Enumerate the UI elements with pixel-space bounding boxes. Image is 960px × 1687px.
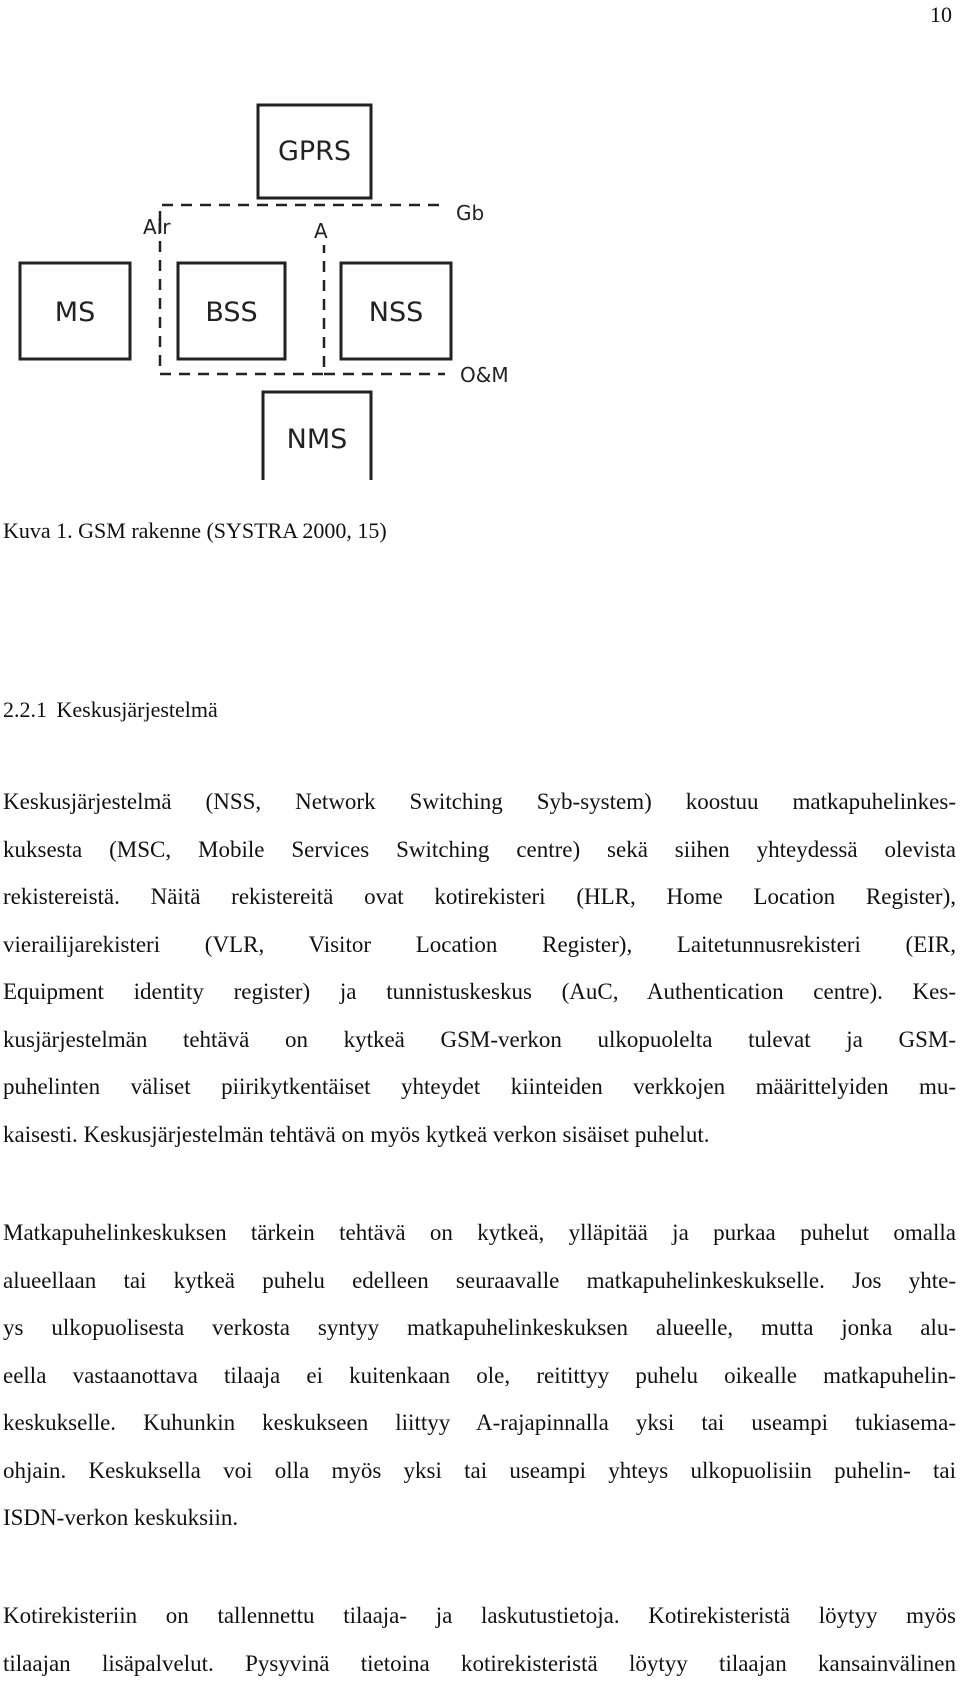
nss-node (341, 263, 451, 359)
gb-interface-line (160, 205, 445, 222)
section-heading: 2.2.1 Keskusjärjestelmä (3, 697, 218, 723)
ms-node (20, 263, 130, 359)
text-line: Matkapuhelinkeskuksen tärkein tehtävä on kytkeä, ylläpitää ja purkaa puhelut omalla (3, 1209, 956, 1257)
text-line: ISDN-verkon keskuksiin. (3, 1494, 956, 1542)
text-line: puhelinten väliset piirikytkentäiset yhteydet kiinteiden verkkojen määrittelyiden mu- (3, 1063, 956, 1111)
paragraph-1 (3, 778, 956, 1158)
om-interface-label: O&M (460, 363, 509, 387)
text-line: eella vastaanottava tilaaja ei kuitenkaan ole, reitittyy puhelu oikealle matkapuhelin- (3, 1352, 956, 1400)
text-line: kaisesti. Keskusjärjestelmän tehtävä on myös kytkeä verkon sisäiset puhelut. (3, 1111, 956, 1159)
text-line: Kotirekisteriin on tallennettu tilaaja- ja laskutustietoja. Kotirekisteristä löytyy myös (3, 1592, 956, 1640)
page-number: 10 (930, 2, 952, 28)
gprs-node (258, 105, 371, 198)
text-line: kuksesta (MSC, Mobile Services Switching centre) sekä siihen yhteydessä olevista (3, 826, 956, 874)
text-line: Equipment identity register) ja tunnistuskeskus (AuC, Authentication centre). Kes- (3, 968, 956, 1016)
bss-node (178, 263, 285, 359)
text-line: ohjain. Keskuksella voi olla myös yksi tai useampi yhteys ulkopuolisiin puhelin- tai (3, 1447, 956, 1495)
nms-node (263, 392, 371, 480)
text-line: Keskusjärjestelmä (NSS, Network Switching Syb-system) koostuu matkapuhelinkes- (3, 778, 956, 826)
gprs-label: GPRS (278, 136, 351, 167)
text-line: rekistereistä. Näitä rekistereitä ovat kotirekisteri (HLR, Home Location Register), (3, 873, 956, 921)
nss-label: NSS (369, 297, 423, 328)
figure-caption: Kuva 1. GSM rakenne (SYSTRA 2000, 15) (3, 518, 387, 544)
air-interface-label: Air (143, 215, 171, 239)
gb-interface-label: Gb (456, 201, 484, 225)
text-line: vierailijarekisteri (VLR, Visitor Location Register), Laitetunnusrekisteri (EIR, (3, 921, 956, 969)
bss-label: BSS (205, 297, 257, 328)
a-interface-label: A (314, 219, 328, 243)
text-line: keskukselle. Kuhunkin keskukseen liittyy A-rajapinnalla yksi tai useampi tukiasema- (3, 1399, 956, 1447)
nms-label: NMS (287, 424, 348, 455)
paragraph-2 (3, 1209, 956, 1542)
text-line: ys ulkopuolisesta verkosta syntyy matkapuhelinkeskuksen alueelle, mutta jonka alu- (3, 1304, 956, 1352)
text-line: kusjärjestelmän tehtävä on kytkeä GSM-verkon ulkopuolelta tulevat ja GSM- (3, 1016, 956, 1064)
ms-label: MS (55, 297, 95, 328)
gsm-architecture-diagram (0, 0, 960, 480)
text-line: alueellaan tai kytkeä puhelu edelleen seuraavalle matkapuhelinkeskukselle. Jos yhte- (3, 1257, 956, 1305)
text-line: tilaajan lisäpalvelut. Pysyvinä tietoina kotirekisteristä löytyy tilaajan kansainvälinen (3, 1640, 956, 1687)
paragraph-3 (3, 1592, 956, 1687)
